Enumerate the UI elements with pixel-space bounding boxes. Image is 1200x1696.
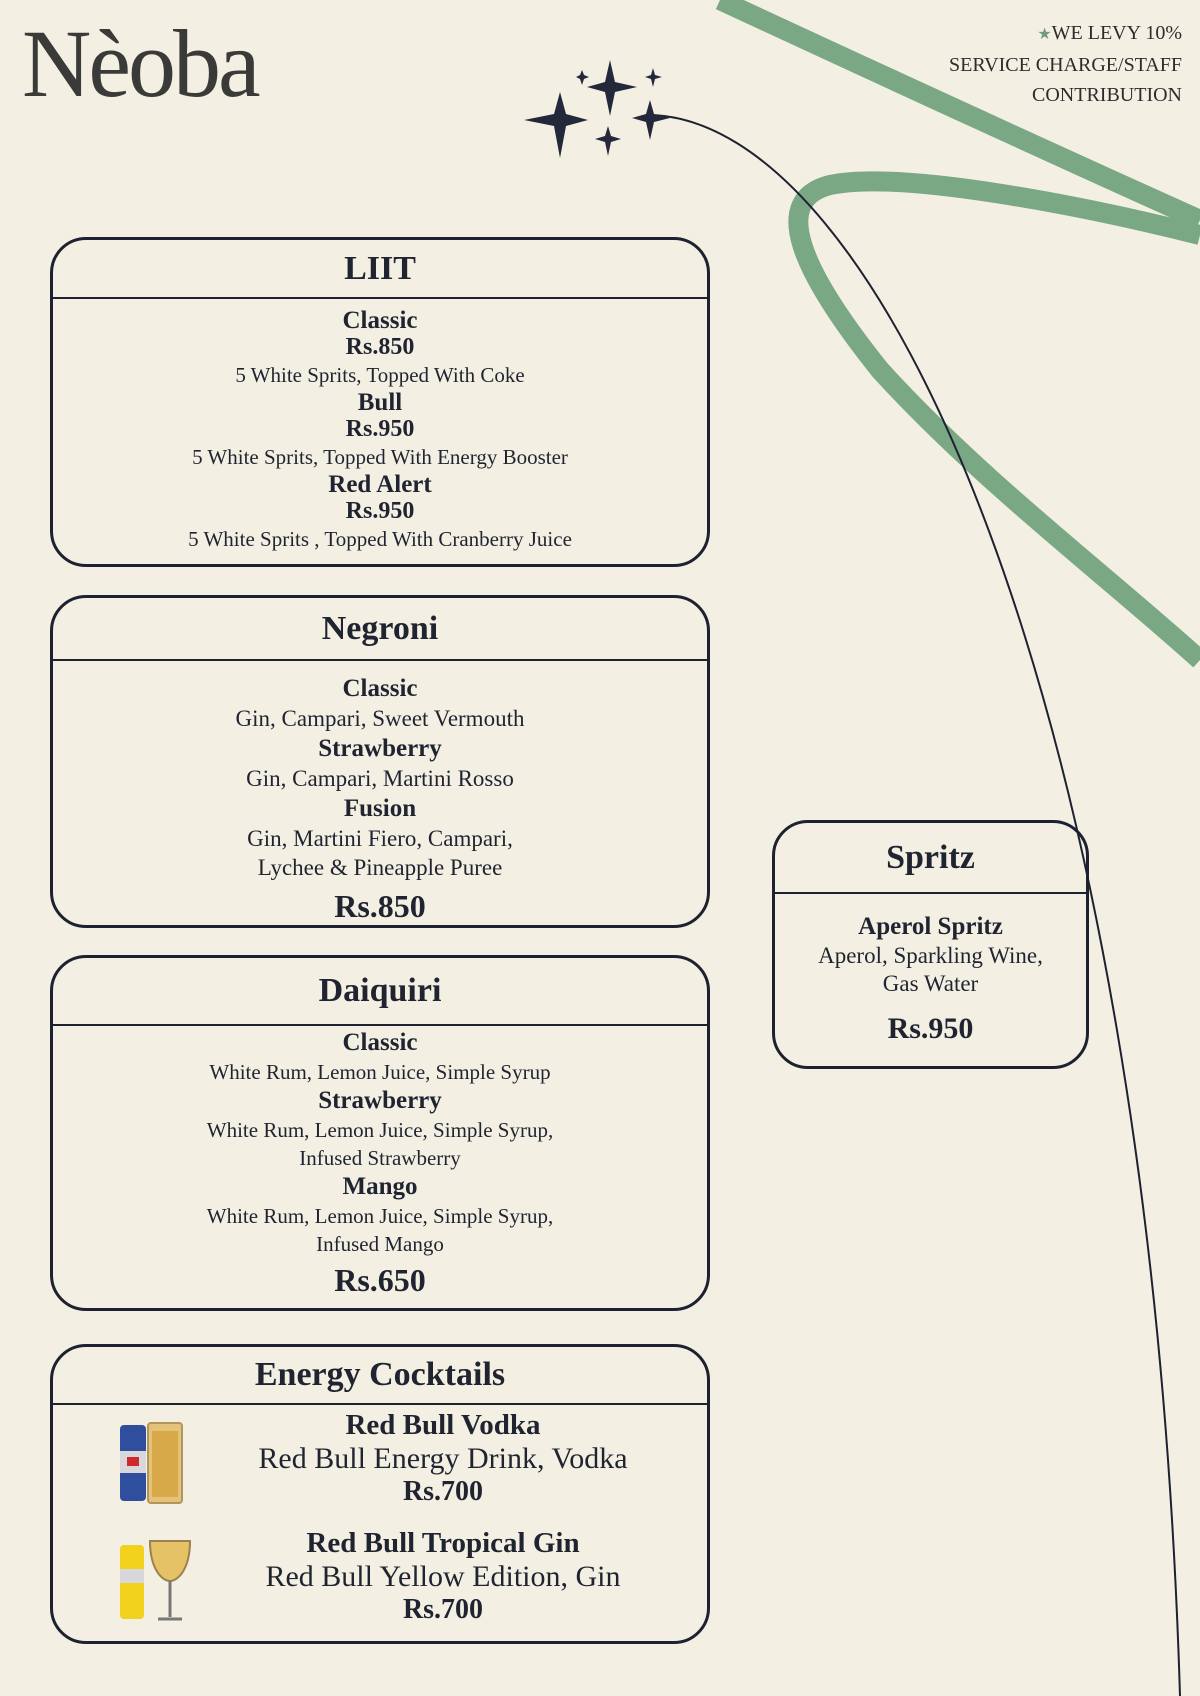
- item-desc: Gin, Martini Fiero, Campari,: [247, 826, 513, 851]
- daiquiri-title: Daiquiri: [53, 958, 707, 1026]
- negroni-title: Negroni: [53, 598, 707, 661]
- item-name: Fusion: [343, 795, 417, 822]
- item-name: Aperol Spritz: [858, 913, 1003, 940]
- list-item: [53, 389, 707, 471]
- list-item: [53, 1527, 707, 1645]
- item-name: Strawberry: [318, 1087, 442, 1114]
- notice-line-3: CONTRIBUTION: [1032, 84, 1182, 106]
- green-loop: [798, 181, 1200, 660]
- negroni-price: Rs.850: [334, 888, 426, 924]
- list-item: [53, 471, 707, 553]
- daiquiri-price: Rs.650: [334, 1262, 426, 1298]
- yellow-can-and-wine-glass-icon: [118, 1539, 198, 1623]
- item-price: Rs.950: [345, 498, 415, 524]
- item-name: Red Bull Tropical Gin: [306, 1527, 580, 1559]
- stars-icon: [524, 60, 670, 158]
- item-price: Rs.850: [345, 334, 415, 360]
- spritz-card: [772, 820, 1089, 1069]
- energy-cocktails-card: [50, 1344, 710, 1644]
- daiquiri-card: [50, 955, 710, 1311]
- item-desc: White Rum, Lemon Juice, Simple Syrup,: [206, 1118, 554, 1142]
- item-name: Mango: [342, 1173, 418, 1200]
- item-desc: Red Bull Yellow Edition, Gin: [265, 1560, 621, 1593]
- service-charge-notice: [882, 18, 1182, 110]
- spritz-items: [775, 894, 1086, 1046]
- item-name: Classic: [342, 675, 418, 702]
- item-desc: 5 White Sprits , Topped With Cranberry Juice: [188, 527, 572, 551]
- list-item: [53, 1409, 707, 1527]
- liit-card: [50, 237, 710, 567]
- star-icon: ★: [1037, 26, 1052, 43]
- item-desc: Gin, Campari, Martini Rosso: [246, 766, 514, 791]
- item-desc: White Rum, Lemon Juice, Simple Syrup: [209, 1060, 551, 1084]
- item-name: Red Alert: [328, 471, 432, 498]
- notice-line-1: WE LEVY 10%: [1051, 22, 1182, 44]
- item-desc: Aperol, Sparkling Wine,: [818, 943, 1043, 968]
- item-desc: 5 White Sprits, Topped With Coke: [235, 363, 525, 387]
- notice-line-2: SERVICE CHARGE/STAFF: [949, 54, 1182, 76]
- brand-logo: Nèoba: [22, 10, 258, 117]
- spritz-price: Rs.950: [887, 1012, 974, 1045]
- item-name: Strawberry: [318, 735, 442, 762]
- liit-title: LIIT: [53, 240, 707, 299]
- spritz-title: Spritz: [775, 823, 1086, 894]
- item-name: Red Bull Vodka: [345, 1409, 541, 1441]
- item-price: Rs.700: [402, 1594, 484, 1625]
- item-desc: White Rum, Lemon Juice, Simple Syrup,: [206, 1204, 554, 1228]
- item-desc: Gas Water: [882, 971, 979, 996]
- item-desc: Infused Mango: [316, 1232, 444, 1256]
- item-price: Rs.700: [402, 1476, 484, 1507]
- item-price: Rs.950: [345, 416, 415, 442]
- item-desc: Lychee & Pineapple Puree: [257, 855, 503, 880]
- item-name: Classic: [342, 307, 418, 334]
- item-desc: 5 White Sprits, Topped With Energy Booster: [192, 445, 568, 469]
- list-item: [53, 307, 707, 389]
- item-desc: Red Bull Energy Drink, Vodka: [258, 1442, 628, 1475]
- negroni-card: [50, 595, 710, 928]
- item-name: Classic: [342, 1029, 418, 1056]
- red-bull-can-and-glass-icon: [118, 1421, 188, 1505]
- daiquiri-items: [53, 1026, 707, 1299]
- item-desc: Gin, Campari, Sweet Vermouth: [235, 706, 525, 731]
- negroni-items: [53, 661, 707, 925]
- liit-items: [53, 299, 707, 553]
- item-desc: Infused Strawberry: [299, 1146, 461, 1170]
- energy-title: Energy Cocktails: [53, 1347, 707, 1405]
- energy-items: [53, 1405, 707, 1645]
- item-name: Bull: [357, 389, 403, 416]
